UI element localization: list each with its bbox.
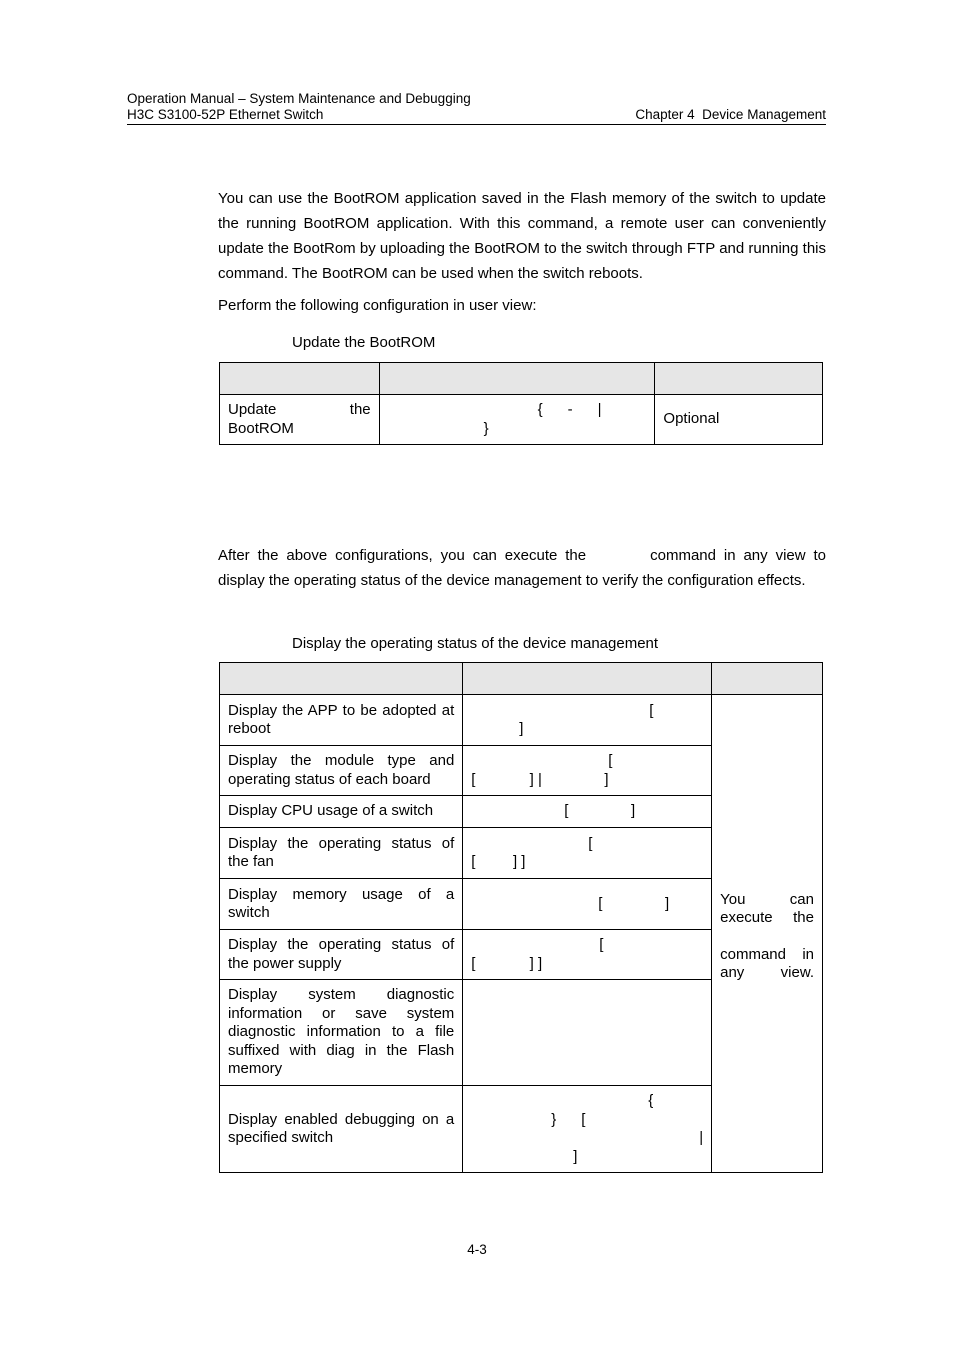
command-cell: [379, 395, 655, 445]
bootrom-table: [219, 362, 823, 445]
command-cell: [463, 695, 712, 746]
table-caption-bootrom: Update the BootROM: [292, 334, 436, 351]
command-line: [ ] ]: [471, 954, 543, 972]
command-line: [ ]: [598, 894, 670, 912]
table-row: [220, 695, 823, 746]
operation-cell: Display system diagnostic information or save system diagnostic information to a file suffixed with diag in the Flash memory: [220, 980, 463, 1086]
operation-cell: Update the BootROM: [220, 395, 380, 445]
chapter-title: Chapter 4 Device Management: [635, 107, 826, 122]
command-line: [: [608, 752, 613, 769]
command-line: [ ] | ]: [471, 770, 609, 788]
display-paragraph: [218, 543, 826, 593]
remarks-line: command in any view.: [720, 945, 814, 981]
command-cell: [463, 879, 712, 930]
command-cell: [463, 828, 712, 879]
command-line: } [: [551, 1110, 586, 1128]
manual-title: Operation Manual – System Maintenance and Debugging: [127, 91, 471, 106]
operation-cell: Display the APP to be adopted at reboot: [220, 695, 463, 746]
table-header-row: [220, 363, 823, 395]
remarks-cell: Optional: [655, 395, 823, 445]
table-row: [220, 395, 823, 445]
product-name: H3C S3100-52P Ethernet Switch: [127, 107, 324, 122]
operation-cell: Display the operating status of the power supply: [220, 930, 463, 980]
command-line: {: [648, 1092, 654, 1109]
table-caption-display: Display the operating status of the device management: [292, 635, 659, 652]
command-line: [ ]: [564, 802, 636, 820]
operation-cell: Display the operating status of the fan: [220, 828, 463, 879]
command-cell: [463, 930, 712, 980]
command-cell: [463, 1086, 712, 1173]
running-header-left: [127, 91, 471, 123]
command-cell: [463, 746, 712, 796]
paragraph-part1: After the above configurations, you can execute the: [218, 547, 587, 564]
table-header-row: [220, 663, 823, 695]
header-rule: [127, 124, 826, 125]
command-line: { - |: [537, 401, 602, 418]
paragraph-part2: command in any view to display the operating status of the device management to verify the configuration effects.: [218, 547, 826, 589]
config-instruction: Perform the following configuration in user view:: [218, 297, 537, 314]
command-line: ]: [573, 1147, 578, 1165]
page-number: 4-3: [467, 1242, 487, 1257]
operation-cell: Display enabled debugging on a specified switch: [220, 1086, 463, 1173]
bootrom-paragraph: You can use the BootROM application saved in the Flash memory of the switch to update the running BootROM application. With this command, a remote user can conveniently update the BootRom by uploading the BootROM to the switch through FTP and running this command. The BootROM can be used when the switch reboots.: [218, 190, 826, 282]
command-line: [: [599, 936, 604, 953]
display-table: [219, 662, 823, 1173]
command-line: ]: [519, 720, 524, 737]
command-cell: [463, 796, 712, 828]
command-line: [: [649, 701, 654, 719]
command-line: [ ] ]: [471, 853, 526, 870]
operation-cell: Display memory usage of a switch: [220, 879, 463, 930]
command-line: [: [588, 834, 593, 852]
remarks-line: You can execute the: [720, 890, 814, 926]
operation-cell: Display the module type and operating status of each board: [220, 746, 463, 796]
command-line: }: [483, 419, 489, 437]
command-cell: [463, 980, 712, 1086]
remarks-cell: [712, 695, 823, 1173]
command-line: |: [699, 1129, 704, 1146]
operation-cell: Display CPU usage of a switch: [220, 796, 463, 828]
